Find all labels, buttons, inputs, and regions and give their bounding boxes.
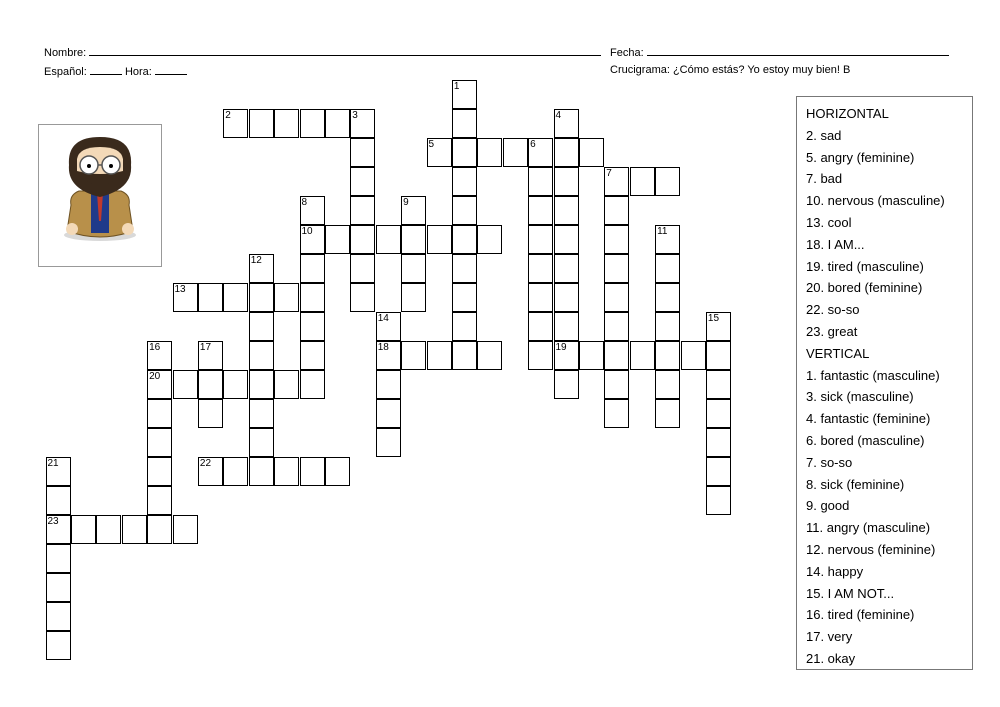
- crossword-cell[interactable]: [300, 283, 325, 312]
- crossword-cell[interactable]: [147, 428, 172, 457]
- crossword-cell[interactable]: [554, 312, 579, 341]
- crossword-cell[interactable]: [46, 602, 71, 631]
- crossword-cell[interactable]: [554, 341, 579, 370]
- crossword-cell[interactable]: [350, 167, 375, 196]
- hora-label: Hora:: [124, 66, 152, 78]
- crossword-cell[interactable]: [401, 254, 426, 283]
- clue-number: 4: [555, 109, 562, 121]
- clue-number: 8: [301, 196, 308, 208]
- crossword-cell[interactable]: [604, 341, 629, 370]
- clue-number: 20: [149, 370, 161, 382]
- crossword-cell[interactable]: [503, 138, 528, 167]
- puzzle-title: Crucigrama: ¿Cómo estás? Yo estoy muy bien! B: [610, 64, 851, 76]
- crossword-cell[interactable]: [147, 486, 172, 515]
- nombre-label: Nombre:: [44, 47, 87, 59]
- crossword-cell[interactable]: [350, 109, 375, 138]
- crossword-cell[interactable]: [452, 138, 477, 167]
- clue-number: 2: [225, 109, 231, 121]
- horizontal-clue: 5. angry (feminine): [806, 149, 915, 165]
- crossword-cell[interactable]: [452, 312, 477, 341]
- crossword-cell[interactable]: [655, 167, 680, 196]
- crossword-cell[interactable]: [706, 399, 731, 428]
- crossword-cell[interactable]: [681, 341, 706, 370]
- crossword-cell[interactable]: [630, 167, 655, 196]
- crossword-cell[interactable]: [655, 254, 680, 283]
- crossword-cell[interactable]: [249, 428, 274, 457]
- vertical-clue: 1. fantastic (masculine): [806, 367, 940, 383]
- crossword-cell[interactable]: [300, 312, 325, 341]
- crossword-cell[interactable]: [46, 631, 71, 660]
- crossword-cell[interactable]: [249, 399, 274, 428]
- crossword-cell[interactable]: [604, 370, 629, 399]
- crossword-cell[interactable]: [147, 457, 172, 486]
- crossword-cell[interactable]: [147, 515, 172, 544]
- crossword-cell[interactable]: [604, 283, 629, 312]
- crossword-cell[interactable]: [528, 341, 553, 370]
- crossword-cell[interactable]: [604, 312, 629, 341]
- crossword-cell[interactable]: [401, 341, 426, 370]
- crossword-cell[interactable]: [427, 138, 452, 167]
- crossword-cell[interactable]: [706, 341, 731, 370]
- crossword-cell[interactable]: [325, 457, 350, 486]
- crossword-cell[interactable]: [173, 515, 198, 544]
- vertical-clue: 12. nervous (feminine): [806, 541, 936, 557]
- horizontal-clue: 19. tired (masculine): [806, 258, 924, 274]
- crossword-cell[interactable]: [401, 196, 426, 225]
- crossword-cell[interactable]: [198, 370, 223, 399]
- vertical-clues: [806, 365, 972, 670]
- clue-number: 5: [428, 138, 435, 150]
- clue-number: 13: [174, 283, 186, 295]
- crossword-cell[interactable]: [274, 109, 299, 138]
- crossword-cell[interactable]: [477, 138, 502, 167]
- clue-number: 12: [250, 254, 262, 266]
- vertical-clue: 15. I AM NOT...: [806, 585, 895, 601]
- crossword-cell[interactable]: [604, 196, 629, 225]
- clue-number: 22: [199, 457, 212, 469]
- horizontal-clue: 18. I AM...: [806, 236, 865, 252]
- crossword-cell[interactable]: [528, 167, 553, 196]
- horizontal-clue: 22. so-so: [806, 302, 860, 318]
- clue-number: 23: [47, 515, 59, 527]
- crossword-cell[interactable]: [46, 515, 71, 544]
- crossword-cell[interactable]: [655, 225, 680, 254]
- crossword-cell[interactable]: [655, 312, 680, 341]
- crossword-cell[interactable]: [300, 109, 325, 138]
- horizontal-clues: [806, 125, 972, 343]
- crossword-cell[interactable]: [452, 225, 477, 254]
- crossword-cell[interactable]: [249, 283, 274, 312]
- clue-number: 10: [301, 225, 313, 237]
- crossword-cell[interactable]: [249, 370, 274, 399]
- crossword-cell[interactable]: [223, 109, 248, 138]
- crossword-cell[interactable]: [604, 225, 629, 254]
- crossword-cell[interactable]: [249, 457, 274, 486]
- crossword-cell[interactable]: [452, 254, 477, 283]
- crossword-cell[interactable]: [554, 167, 579, 196]
- crossword-cell[interactable]: [452, 167, 477, 196]
- crossword-cell[interactable]: [325, 225, 350, 254]
- crossword-cell[interactable]: [376, 225, 401, 254]
- crossword-cell[interactable]: [300, 225, 325, 254]
- crossword-cell[interactable]: [452, 109, 477, 138]
- crossword-cell[interactable]: [376, 370, 401, 399]
- crossword-cell[interactable]: [198, 341, 223, 370]
- horizontal-clue: 20. bored (feminine): [806, 280, 923, 296]
- crossword-cell[interactable]: [706, 486, 731, 515]
- crossword-cell[interactable]: [46, 573, 71, 602]
- crossword-cell[interactable]: [350, 225, 375, 254]
- crossword-cell[interactable]: [427, 225, 452, 254]
- crossword-cell[interactable]: [554, 225, 579, 254]
- horizontal-clue: 2. sad: [806, 127, 842, 143]
- vertical-clue: 17. very: [806, 629, 853, 645]
- vertical-clue: 14. happy: [806, 563, 864, 579]
- crossword-cell[interactable]: [274, 370, 299, 399]
- crossword-cell[interactable]: [300, 457, 325, 486]
- crossword-cell[interactable]: [554, 370, 579, 399]
- crossword-cell[interactable]: [300, 341, 325, 370]
- crossword-cell[interactable]: [147, 370, 172, 399]
- clue-number: 15: [707, 312, 720, 324]
- crossword-cell[interactable]: [249, 312, 274, 341]
- crossword-cell[interactable]: [274, 283, 299, 312]
- clue-number: 17: [199, 341, 212, 353]
- clue-list: [796, 96, 973, 670]
- crossword-cell[interactable]: [401, 225, 426, 254]
- crossword-cell[interactable]: [477, 225, 502, 254]
- espanol-label: Español:: [44, 66, 87, 78]
- vertical-clue: 8. sick (feminine): [806, 476, 905, 492]
- crossword-cell[interactable]: [122, 515, 147, 544]
- crossword-cell[interactable]: [401, 283, 426, 312]
- vertical-clue: 21. okay: [806, 650, 856, 666]
- crossword-cell[interactable]: [604, 399, 629, 428]
- crossword-cell[interactable]: [706, 370, 731, 399]
- horizontal-title: HORIZONTAL: [806, 106, 889, 121]
- clue-number: 3: [352, 109, 358, 121]
- crossword-cell[interactable]: [376, 341, 401, 370]
- crossword-cell[interactable]: [350, 138, 375, 167]
- crossword-cell[interactable]: [300, 370, 325, 399]
- crossword-cell[interactable]: [46, 544, 71, 573]
- crossword-cell[interactable]: [528, 283, 553, 312]
- clue-number: 21: [47, 457, 59, 469]
- crossword-cell[interactable]: [274, 457, 299, 486]
- clue-number: 19: [555, 341, 567, 353]
- crossword-cell[interactable]: [223, 283, 248, 312]
- crossword-cell[interactable]: [706, 428, 731, 457]
- crossword-cell[interactable]: [325, 109, 350, 138]
- crossword-cell[interactable]: [249, 341, 274, 370]
- crossword-cell[interactable]: [223, 457, 248, 486]
- crossword-cell[interactable]: [452, 283, 477, 312]
- crossword-cell[interactable]: [528, 225, 553, 254]
- crossword-cell[interactable]: [477, 341, 502, 370]
- crossword-cell[interactable]: [147, 399, 172, 428]
- crossword-cell[interactable]: [452, 341, 477, 370]
- crossword-cell[interactable]: [528, 196, 553, 225]
- crossword-cell[interactable]: [554, 254, 579, 283]
- crossword-cell[interactable]: [604, 254, 629, 283]
- clue-number: 9: [403, 196, 409, 208]
- crossword-cell[interactable]: [579, 138, 604, 167]
- vertical-title: VERTICAL: [806, 345, 870, 361]
- crossword-cell[interactable]: [300, 196, 325, 225]
- clue-number: 1: [453, 80, 460, 92]
- clue-number: 18: [377, 341, 389, 353]
- crossword-cell[interactable]: [579, 341, 604, 370]
- crossword-cell[interactable]: [655, 283, 680, 312]
- crossword-cell[interactable]: [528, 138, 553, 167]
- vertical-clue: 11. angry (masculine): [806, 520, 931, 536]
- crossword-cell[interactable]: [223, 370, 248, 399]
- vertical-clue: 9. good: [806, 498, 850, 514]
- crossword-cell[interactable]: [350, 254, 375, 283]
- horizontal-clue: 23. great: [806, 323, 858, 339]
- vertical-clue: 7. so-so: [806, 454, 853, 470]
- clue-number: 7: [606, 167, 612, 179]
- crossword-cell[interactable]: [554, 138, 579, 167]
- horizontal-clue: 13. cool: [806, 214, 852, 230]
- crossword-cell[interactable]: [376, 428, 401, 457]
- crossword-cell[interactable]: [655, 370, 680, 399]
- crossword-cell[interactable]: [173, 370, 198, 399]
- crossword-cell[interactable]: [554, 283, 579, 312]
- crossword-cell[interactable]: [452, 80, 477, 109]
- vertical-clue: 3. sick (masculine): [806, 389, 914, 405]
- vertical-clue: 6. bored (masculine): [806, 432, 925, 448]
- clue-number: 16: [149, 341, 161, 353]
- crossword-cell[interactable]: [554, 196, 579, 225]
- crossword-cell[interactable]: [300, 254, 325, 283]
- vertical-clue: 4. fantastic (feminine): [806, 411, 931, 427]
- horizontal-clue: 7. bad: [806, 171, 843, 187]
- horizontal-clue: 10. nervous (masculine): [806, 193, 945, 209]
- crossword-cell[interactable]: [71, 515, 96, 544]
- crossword-cell[interactable]: [655, 399, 680, 428]
- crossword-cell[interactable]: [96, 515, 121, 544]
- vertical-clue: 16. tired (feminine): [806, 607, 915, 623]
- fecha-label: Fecha:: [610, 47, 644, 59]
- crossword-cell[interactable]: [706, 312, 731, 341]
- crossword-cell[interactable]: [554, 109, 579, 138]
- clue-number: 14: [377, 312, 389, 324]
- clue-number: 6: [530, 138, 536, 150]
- crossword-cell[interactable]: [147, 341, 172, 370]
- crossword-cell[interactable]: [350, 196, 375, 225]
- crossword-cell[interactable]: [452, 196, 477, 225]
- crossword-cell[interactable]: [46, 486, 71, 515]
- crossword-cell[interactable]: [198, 283, 223, 312]
- crossword-cell[interactable]: [630, 341, 655, 370]
- crossword-cell[interactable]: [350, 283, 375, 312]
- crossword-cell[interactable]: [376, 312, 401, 341]
- crossword-cell[interactable]: [249, 109, 274, 138]
- crossword-cell[interactable]: [249, 254, 274, 283]
- clue-number: 11: [657, 225, 668, 237]
- crossword-cell[interactable]: [706, 457, 731, 486]
- crossword-cell[interactable]: [528, 254, 553, 283]
- crossword-cell[interactable]: [655, 341, 680, 370]
- crossword-cell[interactable]: [604, 167, 629, 196]
- crossword-cell[interactable]: [427, 341, 452, 370]
- crossword-cell[interactable]: [173, 283, 198, 312]
- crossword-cell[interactable]: [198, 457, 223, 486]
- crossword-cell[interactable]: [198, 399, 223, 428]
- crossword-cell[interactable]: [376, 399, 401, 428]
- crossword-cell[interactable]: [46, 457, 71, 486]
- crossword-cell[interactable]: [528, 312, 553, 341]
